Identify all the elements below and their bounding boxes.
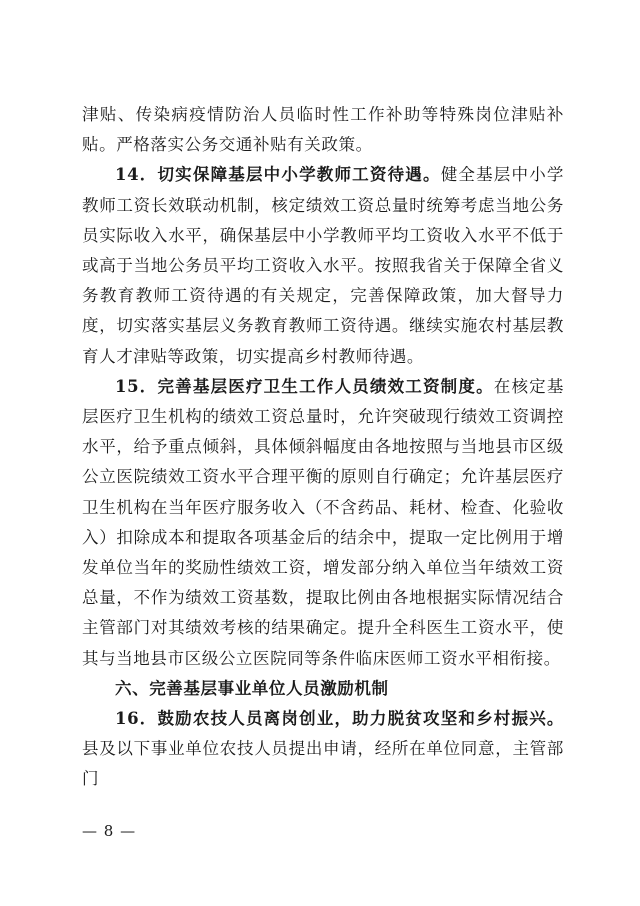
page-number: — 8 — (82, 822, 137, 840)
paragraph-item-14 (82, 160, 564, 371)
paragraph-item-16 (82, 704, 564, 795)
paragraph-item-15 (82, 372, 564, 674)
paragraph-continuation (82, 100, 564, 160)
item-15-heading: 15．完善基层医疗卫生工作人员绩效工资制度。 (115, 376, 494, 396)
section-6-heading: 六、完善基层事业单位人员激励机制 (115, 678, 389, 698)
item-14-heading: 14．切实保障基层中小学教师工资待遇。 (115, 165, 441, 185)
item-14-body: 健全基层中小学教师工资长效联动机制，核定绩效工资总量时统筹考虑当地公务员实际收入水平，确保基层中小学教师平均工资收入水平不低于或高于当地公务员平均工资收入水平。按照我省关于保障全省义务教育教师工资待遇的有关规定，完善保障政策，加大督导力度，切实落实基层义务教育教师工资待遇。继续实施农村基层教育人才津贴等政策，切实提高乡村教师待遇。 (82, 165, 564, 366)
item-15-body: 在核定基层医疗卫生机构的绩效工资总量时，允许突破现行绩效工资调控水平，给予重点倾斜，具体倾斜幅度由各地按照与当地县市区级公立医院绩效工资水平合理平衡的原则自行确定；允许基层医疗卫生机构在当年医疗服务收入（不含药品、耗材、检查、化验收入）扣除成本和提取各项基金后的结余中，提取一定比例用于增发单位当年的奖励性绩效工资，增发部分纳入单位当年绩效工资总量，不作为绩效工资基数，提取比例由各地根据实际情况结合主管部门对其绩效考核的结果确定。提升全科医生工资水平，使其与当地县市区级公立医院同等条件临床医师工资水平相衔接。 (82, 376, 564, 668)
item-16-heading: 16．鼓励农技人员离岗创业，助力脱贫攻坚和乡村振兴。 (115, 709, 564, 729)
paragraph-text: 津贴、传染病疫情防治人员临时性工作补助等特殊岗位津贴补贴。严格落实公务交通补贴有关政策。 (82, 105, 564, 155)
item-16-body: 县及以下事业单位农技人员提出申请，经所在单位同意，主管部门 (82, 739, 564, 789)
document-body (82, 100, 564, 795)
